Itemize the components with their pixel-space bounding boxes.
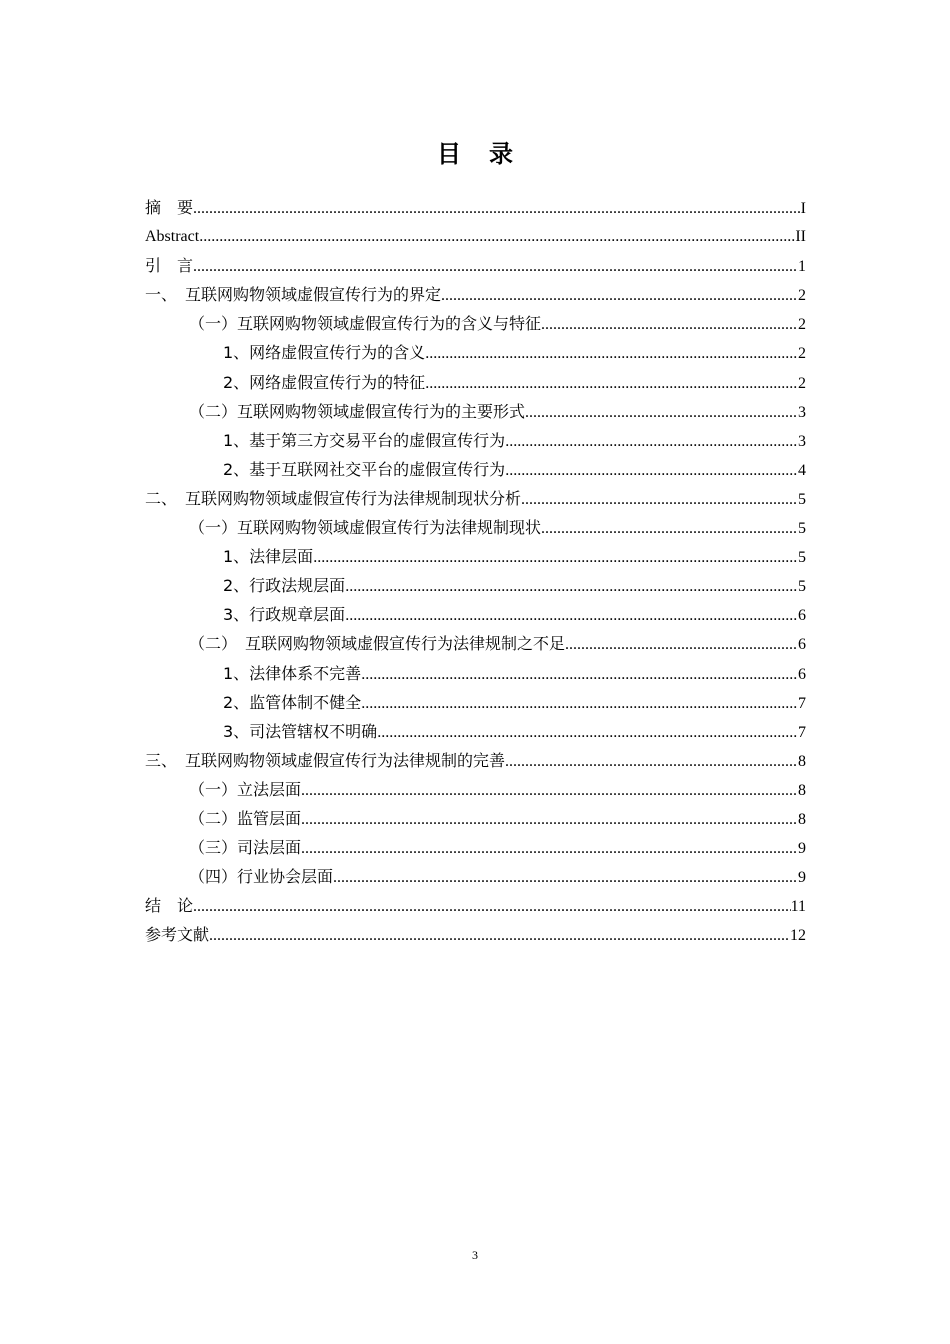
toc-dot-leader — [193, 252, 798, 281]
toc-entry[interactable] — [145, 484, 806, 513]
toc-entry-label: Abstract — [145, 228, 200, 246]
toc-entry-label: 1、法律体系不完善 — [223, 663, 362, 683]
toc-dot-leader — [313, 543, 798, 572]
toc-entry-label: 2、行政法规层面 — [223, 576, 346, 596]
toc-entry-page: I — [800, 200, 806, 217]
toc-dot-leader — [345, 601, 798, 630]
toc-entry-page: 12 — [790, 927, 806, 945]
toc-entry-label: 3、行政规章层面 — [223, 605, 346, 625]
toc-entry[interactable] — [145, 659, 806, 688]
toc-dot-leader — [209, 921, 790, 950]
toc-entry-page: 5 — [798, 578, 806, 596]
toc-entry-page: 6 — [798, 636, 806, 654]
toc-entry-label: 一、 互联网购物领域虚假宣传行为的界定 — [145, 285, 442, 305]
toc-entry-label: 3、司法管辖权不明确 — [223, 721, 378, 741]
toc-entry[interactable] — [145, 862, 806, 891]
toc-entry[interactable] — [145, 426, 806, 455]
toc-entry-label: 摘 要 — [145, 198, 194, 217]
toc-entry-label: （一）互联网购物领域虚假宣传行为法律规制现状 — [189, 518, 542, 538]
toc-dot-leader — [525, 398, 798, 427]
toc-entry-label: 2、网络虚假宣传行为的特征 — [223, 372, 426, 392]
toc-entry-label: （二） 互联网购物领域虚假宣传行为法律规制之不足 — [189, 634, 566, 654]
toc-entry-label: 1、基于第三方交易平台的虚假宣传行为 — [223, 430, 506, 450]
toc-entry-label: 1、法律层面 — [223, 547, 314, 567]
toc-entry[interactable] — [145, 833, 806, 862]
toc-entry[interactable] — [145, 688, 806, 717]
toc-entry-label: （三）司法层面 — [189, 838, 302, 858]
toc-entry-page: 6 — [798, 607, 806, 625]
toc-dot-leader — [301, 776, 798, 805]
toc-entry[interactable] — [145, 309, 806, 338]
toc-entry-page: 9 — [798, 840, 806, 858]
toc-entry-label: （四）行业协会层面 — [189, 867, 334, 887]
toc-dot-leader — [333, 863, 798, 892]
toc-entry[interactable] — [145, 891, 806, 920]
toc-entry[interactable] — [145, 193, 806, 222]
toc-entry-label: 引 言 — [145, 256, 194, 276]
toc-dot-leader — [541, 514, 798, 543]
toc-dot-leader — [521, 485, 798, 514]
toc-entry-label: （二）互联网购物领域虚假宣传行为的主要形式 — [189, 401, 526, 421]
toc-dot-leader — [199, 222, 795, 251]
toc-entry-label: （二）监管层面 — [189, 808, 302, 828]
toc-entry[interactable] — [145, 600, 806, 629]
toc-dot-leader — [345, 572, 798, 601]
toc-entry-page: 9 — [798, 869, 806, 887]
toc-dot-leader — [505, 456, 798, 485]
toc-entry-page: 8 — [798, 781, 806, 799]
toc-dot-leader — [505, 747, 798, 776]
toc-entry-page: 2 — [798, 316, 806, 334]
toc-entry-label: 2、监管体制不健全 — [223, 692, 362, 712]
toc-entry-label: 1、网络虚假宣传行为的含义 — [223, 343, 426, 363]
toc-entry-page: 7 — [798, 723, 806, 741]
toc-dot-leader — [541, 310, 798, 339]
toc-entry-label: 参考文献 — [145, 925, 210, 945]
toc-entry[interactable] — [145, 280, 806, 309]
toc-entry[interactable] — [145, 397, 806, 426]
toc-entry[interactable] — [145, 804, 806, 833]
toc-entry-label: （一）互联网购物领域虚假宣传行为的含义与特征 — [189, 314, 542, 334]
toc-entry-page: 4 — [798, 461, 806, 479]
toc-dot-leader — [565, 630, 798, 659]
toc-dot-leader — [193, 194, 801, 223]
toc-dot-leader — [361, 689, 798, 718]
toc-entry[interactable] — [145, 629, 806, 658]
toc-entry-page: 2 — [798, 374, 806, 392]
toc-entry-label: 2、基于互联网社交平台的虚假宣传行为 — [223, 459, 506, 479]
table-of-contents — [145, 193, 806, 949]
toc-dot-leader — [301, 805, 798, 834]
toc-dot-leader — [377, 718, 798, 747]
toc-entry[interactable] — [145, 455, 806, 484]
toc-dot-leader — [505, 427, 798, 456]
toc-entry-page: 5 — [798, 549, 806, 567]
toc-entry-page: 6 — [798, 665, 806, 683]
page-number: 3 — [472, 1248, 478, 1262]
toc-entry-page: 3 — [798, 403, 806, 421]
toc-entry[interactable] — [145, 251, 806, 280]
toc-dot-leader — [361, 660, 798, 689]
toc-entry[interactable] — [145, 717, 806, 746]
toc-entry-page: 5 — [798, 520, 806, 538]
toc-entry[interactable] — [145, 571, 806, 600]
toc-entry[interactable] — [145, 920, 806, 949]
toc-entry-page: 5 — [798, 490, 806, 508]
toc-entry-label: 结 论 — [145, 896, 194, 916]
toc-dot-leader — [441, 281, 798, 310]
toc-dot-leader — [425, 339, 798, 368]
toc-entry-page: 11 — [790, 898, 806, 916]
toc-entry[interactable] — [145, 746, 806, 775]
page-title: 目录 — [437, 140, 541, 168]
toc-entry[interactable] — [145, 513, 806, 542]
toc-entry[interactable] — [145, 222, 806, 251]
toc-entry[interactable] — [145, 368, 806, 397]
toc-entry-page: II — [795, 228, 806, 246]
toc-entry-label: 二、 互联网购物领域虚假宣传行为法律规制现状分析 — [145, 488, 522, 508]
toc-dot-leader — [193, 892, 791, 921]
toc-entry[interactable] — [145, 338, 806, 367]
toc-dot-leader — [301, 834, 798, 863]
toc-entry[interactable] — [145, 542, 806, 571]
toc-entry-page: 3 — [798, 432, 806, 450]
toc-dot-leader — [425, 369, 798, 398]
toc-entry-page: 2 — [798, 345, 806, 363]
toc-entry-page: 1 — [798, 258, 806, 276]
toc-entry-label: 三、 互联网购物领域虚假宣传行为法律规制的完善 — [145, 750, 506, 770]
toc-entry-page: 8 — [798, 810, 806, 828]
toc-entry-page: 8 — [798, 752, 806, 770]
toc-entry-page: 2 — [798, 287, 806, 305]
toc-entry[interactable] — [145, 775, 806, 804]
toc-entry-label: （一）立法层面 — [189, 779, 302, 799]
toc-entry-page: 7 — [798, 694, 806, 712]
